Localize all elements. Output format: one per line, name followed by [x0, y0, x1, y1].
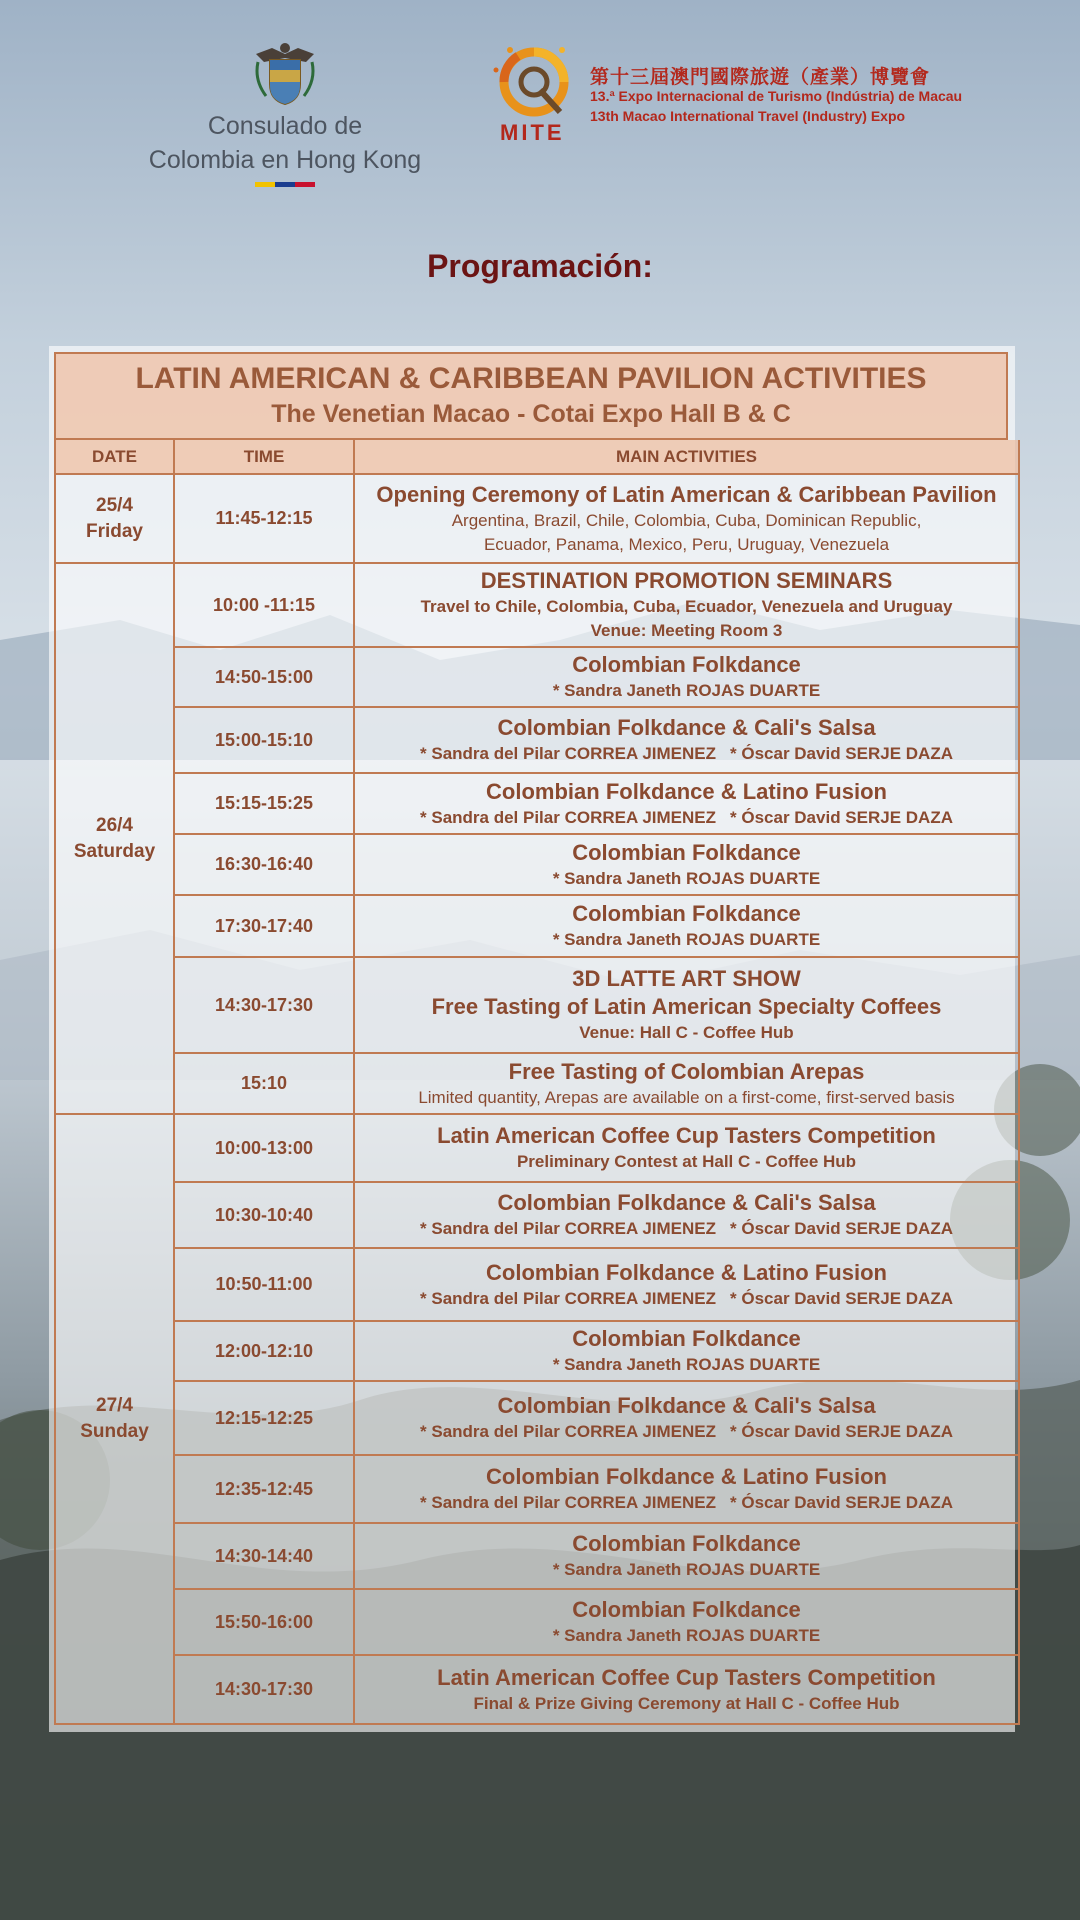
- activity-cell: [354, 834, 1019, 895]
- activity-cell: [354, 1053, 1019, 1114]
- activity-title-secondary: Free Tasting of Latin American Specialty Coffees: [431, 994, 942, 1019]
- performer-name: * Sandra del Pilar CORREA JIMENEZ: [420, 1219, 717, 1238]
- date-day-month: 27/4: [96, 1395, 133, 1416]
- mite-title-chinese: 第十三屆澳門國際旅遊（產業）博覽會: [590, 67, 931, 88]
- date-cell: [55, 563, 174, 1114]
- table-row: [55, 1455, 1019, 1523]
- activity-title: Colombian Folkdance: [572, 1531, 801, 1556]
- time-cell: 14:30-14:40: [174, 1523, 354, 1589]
- activity-detail: * Sandra Janeth ROJAS DUARTE: [552, 868, 821, 888]
- activity-cell: [354, 957, 1019, 1053]
- mite-emblem-icon: [488, 42, 588, 124]
- table-row: [55, 647, 1019, 707]
- date-day-month: 25/4: [96, 494, 133, 516]
- activity-detail: Preliminary Contest at Hall C - Coffee Hub: [516, 1152, 857, 1171]
- time-cell: 10:30-10:40: [174, 1182, 354, 1248]
- activity-title: Colombian Folkdance: [572, 652, 801, 677]
- mite-title-english: 13th Macao International Travel (Industry) Expo: [590, 108, 906, 124]
- activity-cell: [354, 474, 1019, 563]
- column-header-activities: MAIN ACTIVITIES: [354, 440, 1019, 474]
- time-cell: 16:30-16:40: [174, 834, 354, 895]
- performer-name: * Sandra del Pilar CORREA JIMENEZ: [420, 1422, 717, 1441]
- activity-title: Colombian Folkdance: [572, 1597, 801, 1622]
- activity-title: Colombian Folkdance: [572, 901, 801, 926]
- activity-detail: Venue: Hall C - Coffee Hub: [579, 1023, 794, 1042]
- activity-cell: [354, 707, 1019, 773]
- activity-cell: [354, 647, 1019, 707]
- activity-detail: Limited quantity, Arepas are available on a first-come, first-served basis: [418, 1087, 955, 1107]
- activity-performers: [359, 1420, 1014, 1444]
- activity-cell: [354, 773, 1019, 834]
- performer-name: * Óscar David SERJE DAZA: [730, 1493, 953, 1512]
- table-row: [55, 1381, 1019, 1455]
- activity-detail: Argentina, Brazil, Chile, Colombia, Cuba, Dominican Republic,: [451, 510, 922, 530]
- activity-detail: Final & Prize Giving Ceremony at Hall C - Coffee Hub: [473, 1693, 900, 1713]
- time-cell: 15:50-16:00: [174, 1589, 354, 1655]
- table-row: [55, 1589, 1019, 1655]
- colombia-coat-of-arms-icon: [250, 40, 320, 106]
- time-cell: 15:10: [174, 1053, 354, 1114]
- time-cell: 11:45-12:15: [174, 474, 354, 563]
- date-weekday: Sunday: [80, 1421, 149, 1442]
- table-row: [55, 773, 1019, 834]
- activity-title: Colombian Folkdance & Cali's Salsa: [497, 715, 876, 740]
- table-row: [55, 834, 1019, 895]
- time-cell: 14:30-17:30: [174, 1655, 354, 1724]
- activity-cell: [354, 563, 1019, 647]
- time-cell: 12:00-12:10: [174, 1321, 354, 1381]
- time-cell: 14:50-15:00: [174, 647, 354, 707]
- table-row: [55, 1523, 1019, 1589]
- activity-title: Colombian Folkdance & Latino Fusion: [486, 778, 887, 804]
- time-cell: 10:50-11:00: [174, 1248, 354, 1321]
- schedule-subtitle: The Venetian Macao - Cotai Expo Hall B & C: [271, 400, 791, 428]
- activity-cell: [354, 1455, 1019, 1523]
- schedule-table: [54, 440, 1020, 1725]
- activity-cell: [354, 1248, 1019, 1321]
- table-row: [55, 474, 1019, 563]
- activity-title: Colombian Folkdance & Cali's Salsa: [497, 1393, 876, 1418]
- time-cell: 12:15-12:25: [174, 1381, 354, 1455]
- activity-title: 3D LATTE ART SHOW: [572, 966, 801, 991]
- program-heading: Programación:: [427, 248, 653, 284]
- activity-detail: Venue: Meeting Room 3: [590, 621, 783, 640]
- table-row: [55, 895, 1019, 957]
- colombia-flag-bar: [255, 182, 315, 187]
- activity-detail: * Sandra Janeth ROJAS DUARTE: [552, 1355, 821, 1374]
- schedule-card: [49, 346, 1015, 1732]
- table-row: [55, 563, 1019, 647]
- performer-name: * Sandra del Pilar CORREA JIMENEZ: [420, 1288, 717, 1308]
- performer-name: * Óscar David SERJE DAZA: [730, 1219, 953, 1238]
- table-row: [55, 1655, 1019, 1724]
- mite-logo: [488, 42, 1008, 147]
- table-row: [55, 1248, 1019, 1321]
- date-day-month: 26/4: [96, 814, 133, 836]
- schedule-title: LATIN AMERICAN & CARIBBEAN PAVILION ACTIVITIES: [135, 362, 927, 395]
- performer-name: * Óscar David SERJE DAZA: [730, 744, 953, 763]
- activity-title: Colombian Folkdance: [572, 1326, 801, 1351]
- activity-detail: * Sandra Janeth ROJAS DUARTE: [552, 1560, 821, 1579]
- schedule-header-row: [55, 440, 1019, 474]
- time-cell: 12:35-12:45: [174, 1455, 354, 1523]
- activity-detail: * Sandra Janeth ROJAS DUARTE: [552, 1626, 821, 1645]
- activity-cell: [354, 1589, 1019, 1655]
- activity-cell: [354, 1321, 1019, 1381]
- activity-cell: [354, 895, 1019, 957]
- activity-title: Colombian Folkdance & Latino Fusion: [486, 1259, 887, 1285]
- table-row: [55, 1182, 1019, 1248]
- activity-performers: [359, 806, 1014, 830]
- date-cell: [55, 1114, 174, 1724]
- time-cell: 15:00-15:10: [174, 707, 354, 773]
- time-cell: 10:00 -11:15: [174, 563, 354, 647]
- date-weekday: Saturday: [73, 840, 156, 862]
- table-row: [55, 1114, 1019, 1182]
- activity-title: Latin American Coffee Cup Tasters Competition: [437, 1123, 936, 1148]
- time-cell: 17:30-17:40: [174, 895, 354, 957]
- mite-wordmark: MITE: [500, 120, 565, 145]
- performer-name: * Óscar David SERJE DAZA: [730, 1422, 953, 1441]
- activity-cell: [354, 1523, 1019, 1589]
- activity-cell: [354, 1182, 1019, 1248]
- performer-name: * Sandra del Pilar CORREA JIMENEZ: [420, 744, 717, 763]
- activity-performers: [359, 1491, 1014, 1515]
- activity-performers: [359, 1217, 1014, 1241]
- activity-title: Free Tasting of Colombian Arepas: [508, 1058, 865, 1084]
- activity-performers: [359, 742, 1014, 766]
- time-cell: 15:15-15:25: [174, 773, 354, 834]
- activity-detail: * Sandra Janeth ROJAS DUARTE: [552, 681, 821, 700]
- performer-name: * Sandra del Pilar CORREA JIMENEZ: [420, 1493, 717, 1512]
- activity-performers: [359, 1287, 1014, 1311]
- performer-name: * Sandra del Pilar CORREA JIMENEZ: [420, 807, 717, 827]
- activity-detail: Travel to Chile, Colombia, Cuba, Ecuador, Venezuela and Uruguay: [420, 597, 953, 616]
- table-row: [55, 957, 1019, 1053]
- performer-name: * Óscar David SERJE DAZA: [730, 1288, 953, 1308]
- activity-detail: Ecuador, Panama, Mexico, Peru, Uruguay, Venezuela: [483, 534, 890, 554]
- activity-title: Colombian Folkdance: [572, 839, 801, 865]
- schedule-title-box: [54, 352, 1008, 440]
- table-row: [55, 707, 1019, 773]
- activity-cell: [354, 1114, 1019, 1182]
- time-cell: 14:30-17:30: [174, 957, 354, 1053]
- activity-title: Opening Ceremony of Latin American & Caribbean Pavilion: [376, 481, 997, 507]
- time-cell: 10:00-13:00: [174, 1114, 354, 1182]
- table-row: [55, 1321, 1019, 1381]
- table-row: [55, 1053, 1019, 1114]
- activity-cell: [354, 1381, 1019, 1455]
- consulado-name-line2: Colombia en Hong Kong: [148, 146, 422, 174]
- activity-title: Colombian Folkdance & Latino Fusion: [486, 1464, 887, 1489]
- activity-title: Colombian Folkdance & Cali's Salsa: [497, 1190, 876, 1215]
- performer-name: * Óscar David SERJE DAZA: [730, 807, 953, 827]
- date-cell: [55, 474, 174, 563]
- schedule-body: [55, 474, 1019, 1724]
- activity-title: Latin American Coffee Cup Tasters Competition: [437, 1664, 936, 1690]
- column-header-time: TIME: [174, 440, 354, 474]
- consulado-name-line1: Consulado de: [207, 112, 363, 140]
- column-header-date: DATE: [55, 440, 174, 474]
- mite-title-portuguese: 13.ª Expo Internacional de Turismo (Indústria) de Macau: [590, 88, 963, 104]
- date-weekday: Friday: [85, 520, 144, 542]
- activity-title: DESTINATION PROMOTION SEMINARS: [480, 568, 893, 593]
- consulado-logo: [120, 40, 450, 187]
- activity-detail: * Sandra Janeth ROJAS DUARTE: [552, 930, 821, 949]
- activity-cell: [354, 1655, 1019, 1724]
